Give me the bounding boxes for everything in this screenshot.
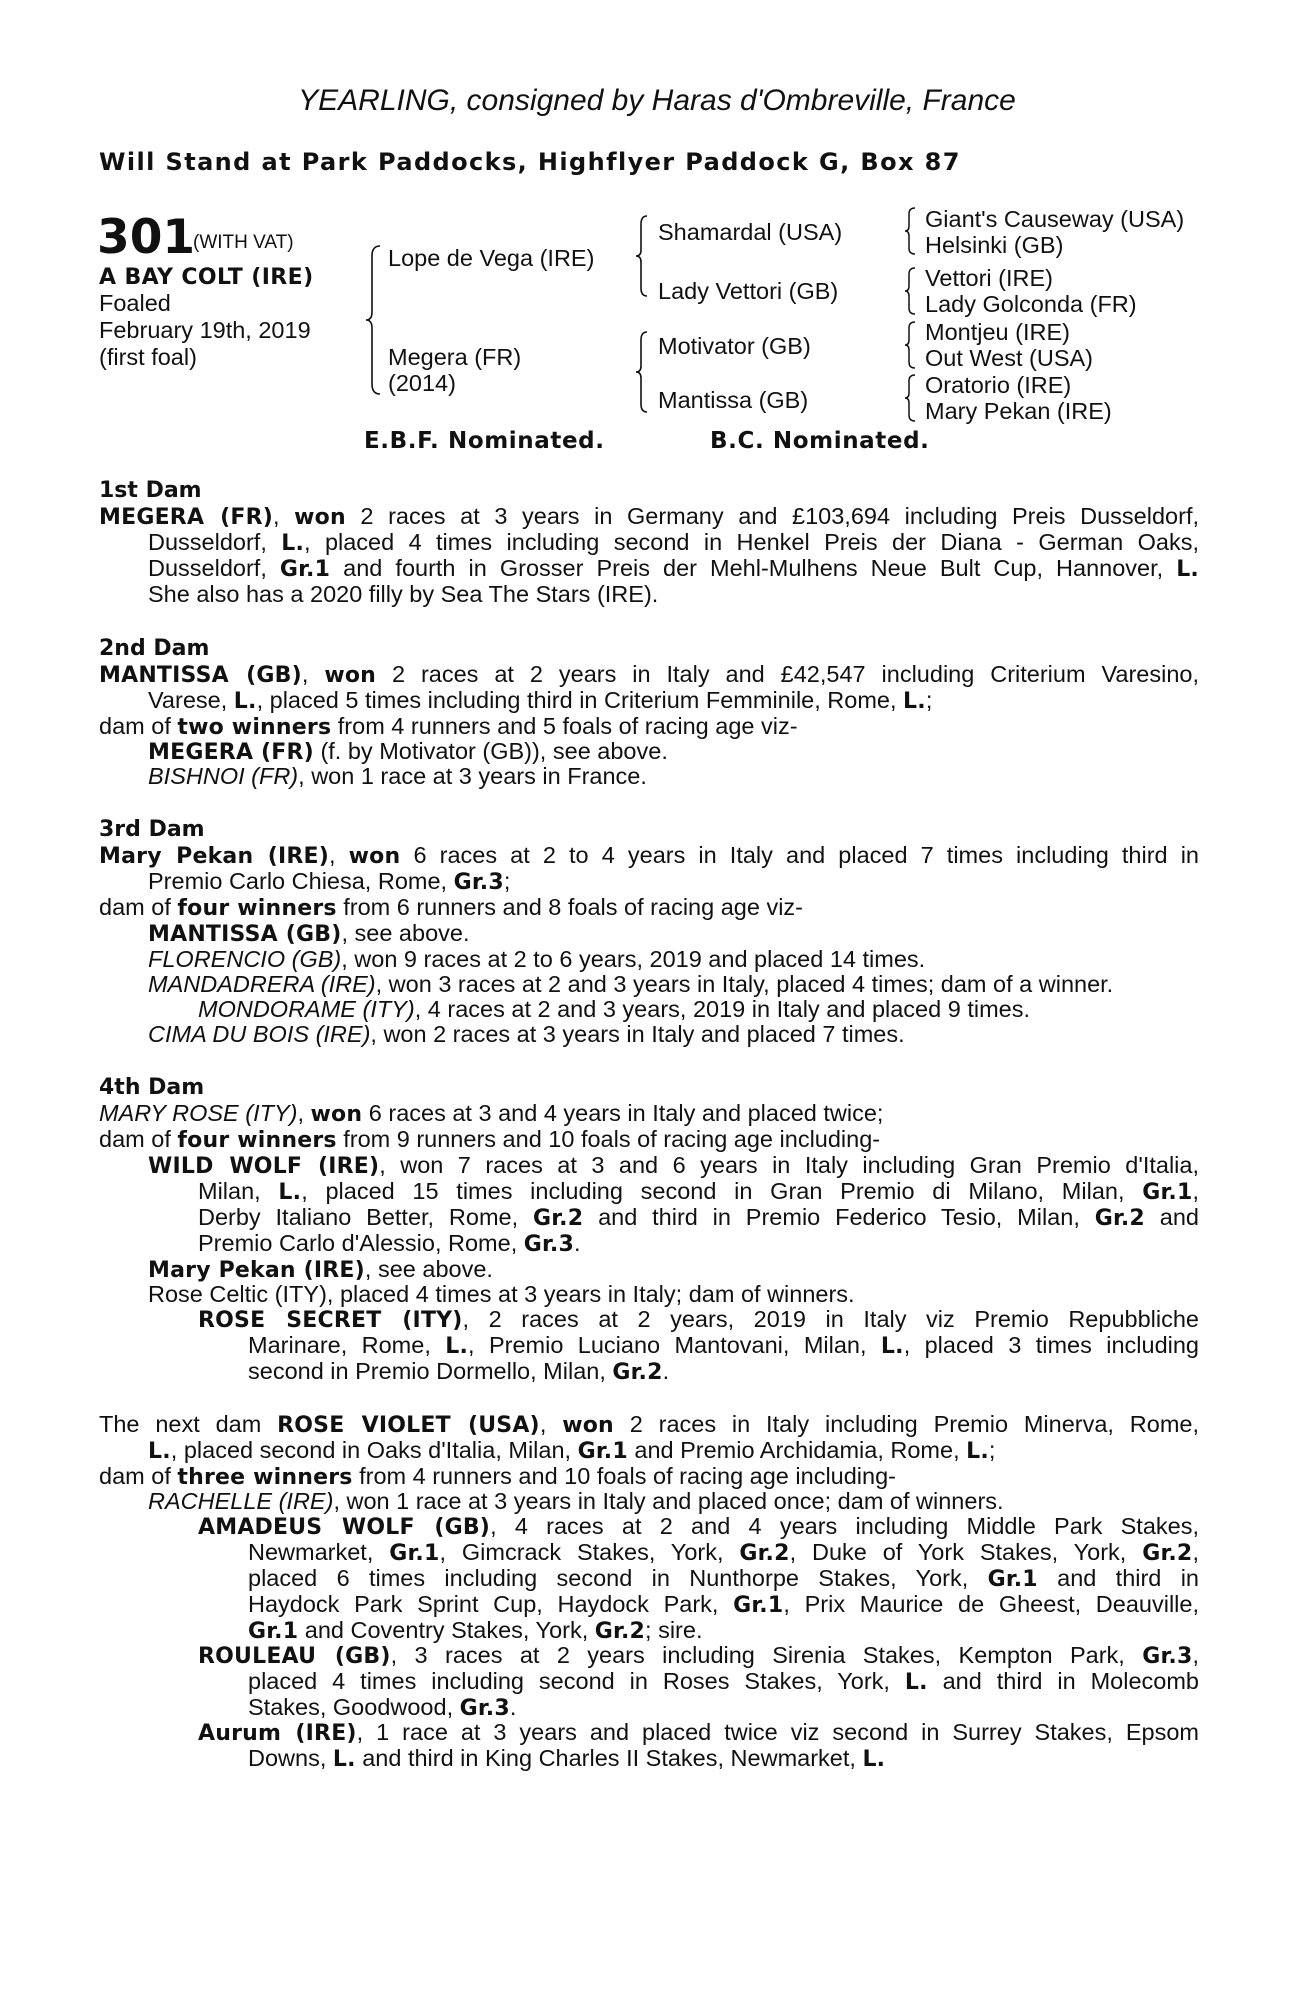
text-line: Premio Carlo d'Alessio, Rome, Gr.3.: [198, 1230, 581, 1257]
text-line: second in Premio Dormello, Milan, Gr.2.: [248, 1358, 670, 1385]
pedigree-brace-ss: [903, 206, 917, 256]
text-line: Milan, L., placed 15 times including second in Gran Premio di Milano, Milan, Gr.1,: [198, 1178, 1200, 1205]
horse-name: A BAY COLT (IRE): [99, 265, 314, 290]
pedigree-brace-dd: [903, 373, 917, 423]
foaled-label: Foaled: [99, 290, 171, 316]
vat-note: (WITH VAT): [193, 232, 294, 253]
text-line: MANDADRERA (IRE), won 3 races at 2 and 3 years in Italy, placed 4 times; dam of a winner.: [148, 971, 1114, 997]
pedigree-sire: Lope de Vega (IRE): [388, 245, 595, 271]
page-title: YEARLING, consigned by Haras d'Ombreville, France: [298, 84, 1016, 117]
section-4th-dam: 4th Dam: [99, 1075, 205, 1100]
text-line: Gr.1 and Coventry Stakes, York, Gr.2; sire.: [248, 1617, 703, 1644]
text-line: CIMA DU BOIS (IRE), won 2 races at 3 years in Italy and placed 7 times.: [148, 1021, 905, 1047]
pedigree-brace-sire: [634, 214, 650, 298]
text-line: placed 6 times including second in Nunthorpe Stakes, York, Gr.1 and third in: [248, 1565, 1199, 1592]
pedigree-brace-ds: [903, 320, 917, 370]
section-1st-dam: 1st Dam: [99, 478, 202, 503]
section-3rd-dam: 3rd Dam: [99, 817, 205, 842]
foaled-date: February 19th, 2019: [99, 317, 311, 343]
text-line: Marinare, Rome, L., Premio Luciano Mantovani, Milan, L., placed 3 times including: [248, 1332, 1199, 1359]
text-line: Aurum (IRE), 1 race at 3 years and placed twice viz second in Surrey Stakes, Epsom: [198, 1719, 1199, 1746]
text-line: Haydock Park Sprint Cup, Haydock Park, Gr.1, Prix Maurice de Gheest, Deauville,: [248, 1591, 1199, 1618]
text-line: MANTISSA (GB), won 2 races at 2 years in Italy and £42,547 including Criterium Varesino,: [99, 661, 1200, 688]
pedigree-brace-dam: [634, 330, 650, 414]
lot-number: 301: [97, 210, 196, 265]
pedigree-dam-dam: Mantissa (GB): [658, 387, 809, 413]
text-line: Derby Italiano Better, Rome, Gr.2 and third in Premio Federico Tesio, Milan, Gr.2 and: [198, 1204, 1199, 1231]
pedigree-brace-sd: [903, 266, 917, 316]
text-line: Downs, L. and third in King Charles II Stakes, Newmarket, L.: [248, 1745, 886, 1772]
text-line: Rose Celtic (ITY), placed 4 times at 3 years in Italy; dam of winners.: [148, 1281, 855, 1307]
pedigree-g5: Montjeu (IRE): [925, 319, 1070, 345]
text-line: AMADEUS WOLF (GB), 4 races at 2 and 4 years including Middle Park Stakes,: [198, 1513, 1199, 1540]
text-line: dam of four winners from 9 runners and 10 foals of racing age including-: [99, 1126, 881, 1153]
bc-nominated: B.C. Nominated.: [710, 428, 930, 454]
text-line: MEGERA (FR) (f. by Motivator (GB)), see above.: [148, 738, 668, 765]
text-line: Varese, L., placed 5 times including third in Criterium Femminile, Rome, L.;: [148, 687, 933, 714]
text-line: MEGERA (FR), won 2 races at 3 years in Germany and £103,694 including Preis Dusseldorf,: [99, 503, 1199, 530]
text-line: Mary Pekan (IRE), won 6 races at 2 to 4 years in Italy and placed 7 times including third in: [99, 842, 1199, 869]
text-line: Stakes, Goodwood, Gr.3.: [248, 1694, 517, 1721]
text-line: L., placed second in Oaks d'Italia, Milan, Gr.1 and Premio Archidamia, Rome, L.;: [148, 1437, 996, 1464]
text-line: ROSE SECRET (ITY), 2 races at 2 years, 2019 in Italy viz Premio Repubbliche: [198, 1306, 1199, 1333]
section-2nd-dam: 2nd Dam: [99, 636, 210, 661]
text-line: Mary Pekan (IRE), see above.: [148, 1256, 493, 1283]
stand-location: Will Stand at Park Paddocks, Highflyer Paddock G, Box 87: [99, 148, 961, 176]
text-line: dam of four winners from 6 runners and 8 foals of racing age viz-: [99, 894, 804, 921]
pedigree-dam-year: (2014): [388, 370, 456, 396]
pedigree-dam-sire: Motivator (GB): [658, 333, 811, 359]
pedigree-g6: Out West (USA): [925, 345, 1094, 371]
text-line: She also has a 2020 filly by Sea The Stars (IRE).: [148, 581, 659, 607]
pedigree-g2: Helsinki (GB): [925, 232, 1064, 258]
text-line: WILD WOLF (IRE), won 7 races at 3 and 6 years in Italy including Gran Premio d'Italia,: [148, 1152, 1199, 1179]
text-line: RACHELLE (IRE), won 1 race at 3 years in Italy and placed once; dam of winners.: [148, 1488, 1004, 1514]
text-line: MONDORAME (ITY), 4 races at 2 and 3 years, 2019 in Italy and placed 9 times.: [198, 996, 1030, 1022]
text-line: Newmarket, Gr.1, Gimcrack Stakes, York, Gr.2, Duke of York Stakes, York, Gr.2,: [248, 1539, 1199, 1566]
text-line: dam of three winners from 4 runners and 10 foals of racing age including-: [99, 1463, 896, 1490]
text-line: MARY ROSE (ITY), won 6 races at 3 and 4 years in Italy and placed twice;: [99, 1100, 884, 1127]
text-line: Dusseldorf, Gr.1 and fourth in Grosser Preis der Mehl-Mulhens Neue Bult Cup, Hannover, L.: [148, 555, 1199, 582]
pedigree-g4: Lady Golconda (FR): [925, 291, 1137, 317]
pedigree-g1: Giant's Causeway (USA): [925, 206, 1185, 232]
pedigree-g3: Vettori (IRE): [925, 265, 1053, 291]
text-line: dam of two winners from 4 runners and 5 foals of racing age viz-: [99, 713, 798, 740]
text-line: MANTISSA (GB), see above.: [148, 920, 470, 947]
pedigree-g7: Oratorio (IRE): [925, 372, 1072, 398]
text-line: Dusseldorf, L., placed 4 times including second in Henkel Preis der Diana - German Oaks,: [148, 529, 1199, 556]
pedigree-g8: Mary Pekan (IRE): [925, 398, 1112, 424]
text-line: placed 4 times including second in Roses Stakes, York, L. and third in Molecomb: [248, 1668, 1199, 1695]
pedigree-sire-sire: Shamardal (USA): [658, 219, 843, 245]
text-line: BISHNOI (FR), won 1 race at 3 years in France.: [148, 763, 647, 789]
ebf-nominated: E.B.F. Nominated.: [364, 428, 605, 454]
text-line: The next dam ROSE VIOLET (USA), won 2 races in Italy including Premio Minerva, Rome,: [99, 1411, 1200, 1438]
pedigree-sire-dam: Lady Vettori (GB): [658, 278, 839, 304]
text-line: Premio Carlo Chiesa, Rome, Gr.3;: [148, 868, 511, 895]
text-line: FLORENCIO (GB), won 9 races at 2 to 6 years, 2019 and placed 14 times.: [148, 946, 926, 972]
foal-note: (first foal): [99, 344, 197, 370]
pedigree-brace-main: [364, 244, 384, 396]
pedigree-dam: Megera (FR): [388, 344, 522, 370]
text-line: ROULEAU (GB), 3 races at 2 years including Sirenia Stakes, Kempton Park, Gr.3,: [198, 1642, 1199, 1669]
